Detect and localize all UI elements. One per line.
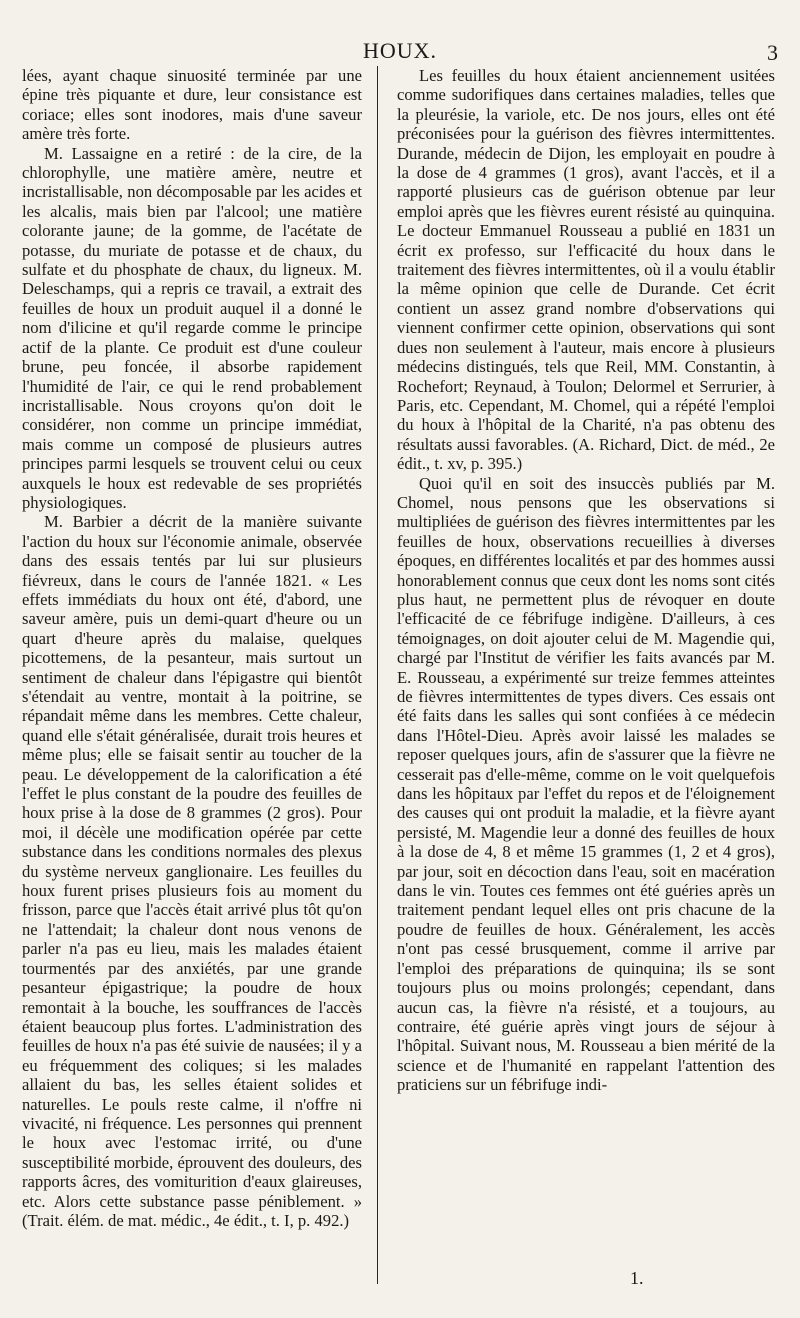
paragraph: lées, ayant chaque sinuosité terminée par une épine très piquante et dure, leur consistance est coriace; elles sont inodores, mais d'une saveur amère très forte. [22,66,362,144]
left-column [22,66,362,1230]
paragraph: M. Lassaigne en a retiré : de la cire, de la chlorophylle, une matière amère, neutre et incristallisable, non décomposable par les acides et les alcalis, mais bien par l'alcool; une matière colorante jaune; de la gomme, de l'acétate de potasse, du muriate de potasse et de chaux, du sulfate et du phosphate de chaux, du ligneux. M. Deleschamps, qui a repris ce travail, a extrait des feuilles de houx un produit auquel il a donné le nom d'ilicine et qu'il regarde comme le principe actif de la plante. Ce produit est d'une couleur brune, peu foncée, il absorbe rapidement l'humidité de l'air, ce qui le rend probablement incristallisable. Nous croyons qu'on doit le considérer, non comme un principe immédiat, mais comme un composé de plusieurs autres principes parmi lesquels se trouvent celui ou ceux auxquels le houx est redevable de ses propriétés physiologiques. [22,143,362,512]
paragraph: Les feuilles du houx étaient anciennement usitées comme sudorifiques dans certaines maladies, telles que la pleurésie, la variole, etc. De nos jours, elles ont été préconisées pour la guérison des fièvres intermittentes. Durande, médecin de Dijon, les employait en poudre à la dose de 4 grammes (1 gros), avant l'accès, et il a rapporté plusieurs cas de guérison obtenue par leur emploi après que les fièvres eurent résisté au quinquina. Le docteur Emmanuel Rousseau a publié en 1831 un écrit ex professo, sur l'efficacité du houx dans le traitement des fièvres intermittentes, où il a voulu établir la même opinion que celle de Durande. Cet écrit contient un assez grand nombre d'observations qui viennent confirmer cette opinion, observations qui sont dues non seulement à l'auteur, mais encore à plusieurs médecins distingués, tels que Reil, MM. Constantin, à Rochefort; Reynaud, à Toulon; Delormel et Serrurier, à Paris, etc. Cependant, M. Chomel, qui a répété l'emploi du houx à l'hôpital de la Charité, n'a pas obtenu des résultats aussi favorables. (A. Richard, Dict. de méd., 2e édit., t. xv, p. 395.) [397,66,775,474]
page-number: 3 [767,40,778,65]
column-divider [377,66,378,1284]
right-column [397,66,775,1095]
paragraph: Quoi qu'il en soit des insuccès publiés par M. Chomel, nous pensons que les observations si multipliées de guérison des fièvres intermittentes par les feuilles de houx, observations recueillies à diverses époques, en différentes localités et par des hommes aussi honorablement connus que ceux dont les noms sont cités plus haut, ne permettent plus de révoquer en doute l'efficacité de ce fébrifuge indigène. D'ailleurs, à ces témoignages, on doit ajouter celui de M. Magendie qui, chargé par l'Institut de vérifier les faits avancés par M. E. Rousseau, a expérimenté sur treize femmes atteintes de fièvres intermittentes de types divers. Ces essais ont été faits dans les salles qui sont confiées à ce médecin dans l'Hôtel-Dieu. Après avoir laissé les malades se reposer quelques jours, afin de s'assurer que la fièvre ne cesserait pas d'elle-même, comme on le voit quelquefois dans les hôpitaux par l'effet du repos et de l'éloignement des causes qui ont produit la maladie, et la fièvre ayant persisté, M. Magendie leur a donné des feuilles de houx à la dose de 4, 8 et même 15 grammes (1, 2 et 4 gros), par jour, soit en décoction dans l'eau, soit en macération dans le vin. Toutes ces femmes ont été guéries après un traitement pendant lequel elles ont pris chacune de la poudre de feuilles de houx. Généralement, les accès n'ont pas cessé brusquement, comme il arrive par l'emploi des préparations de quinquina; ils se sont toujours plus ou moins prolongés; cependant, dans aucun cas, la fièvre n'a résisté, et a toujours, au contraire, été guérie après vingt jours de séjour à l'hôpital. Suivant nous, M. Rousseau a bien mérité de la science et de l'humanité en rappelant l'attention des praticiens sur un fébrifuge indi- [397,473,776,1095]
signature-mark: 1. [630,1268,644,1288]
running-title: HOUX. [362,38,438,63]
paragraph: M. Barbier a décrit de la manière suivante l'action du houx sur l'économie animale, observée dans des essais tentés par lui sur plusieurs fiévreux, dans le cours de l'année 1821. « Les effets immédiats du houx ont été, d'abord, une saveur amère, puis un demi-quart d'heure ou un quart d'heure après du malaise, quelques picottemens, de la pesanteur, mais surtout un sentiment de chaleur dans l'épigastre qui bientôt s'étendait au ventre, montait à la poitrine, se répandait même dans les membres. Cette chaleur, quand elle s'était généralisée, durait trois heures et même plus; elle se faisait sentir au toucher de la peau. Le développement de la calorification a été l'effet le plus constant de la poudre des feuilles de houx prise à la dose de 8 grammes (2 gros). Pour moi, il décèle une modification opérée par cette substance dans les conditions normales des plexus du système nerveux ganglionaire. Les feuilles du houx furent prises plusieurs fois au moment du frisson, parce que l'accès était arrivé plus tôt qu'on ne l'attendait; la chaleur dont nous venons de parler n'a pas eu lieu, mais les malades étaient tourmentés par des anxiétés, par une grande pesanteur épigastrique; la poudre de houx remontait à la bouche, les souffrances de l'accès étaient beaucoup plus fortes. L'administration des feuilles de houx n'a pas été suivie de nausées; il y a eu fréquemment des coliques; si les malades allaient du bas, les selles étaient solides et naturelles. Le pouls reste calme, il n'offre ni vivacité, ni fréquence. Les personnes qui prennent le houx avec l'estomac irrité, ou d'une susceptibilité morbide, éprouvent des douleurs, des rapports âcres, des vomiturition d'eaux glaireuses, etc. Alors cette substance passe péniblement. » (Trait. élém. de mat. médic., 4e édit., t. I, p. 492.) [22,512,362,1230]
